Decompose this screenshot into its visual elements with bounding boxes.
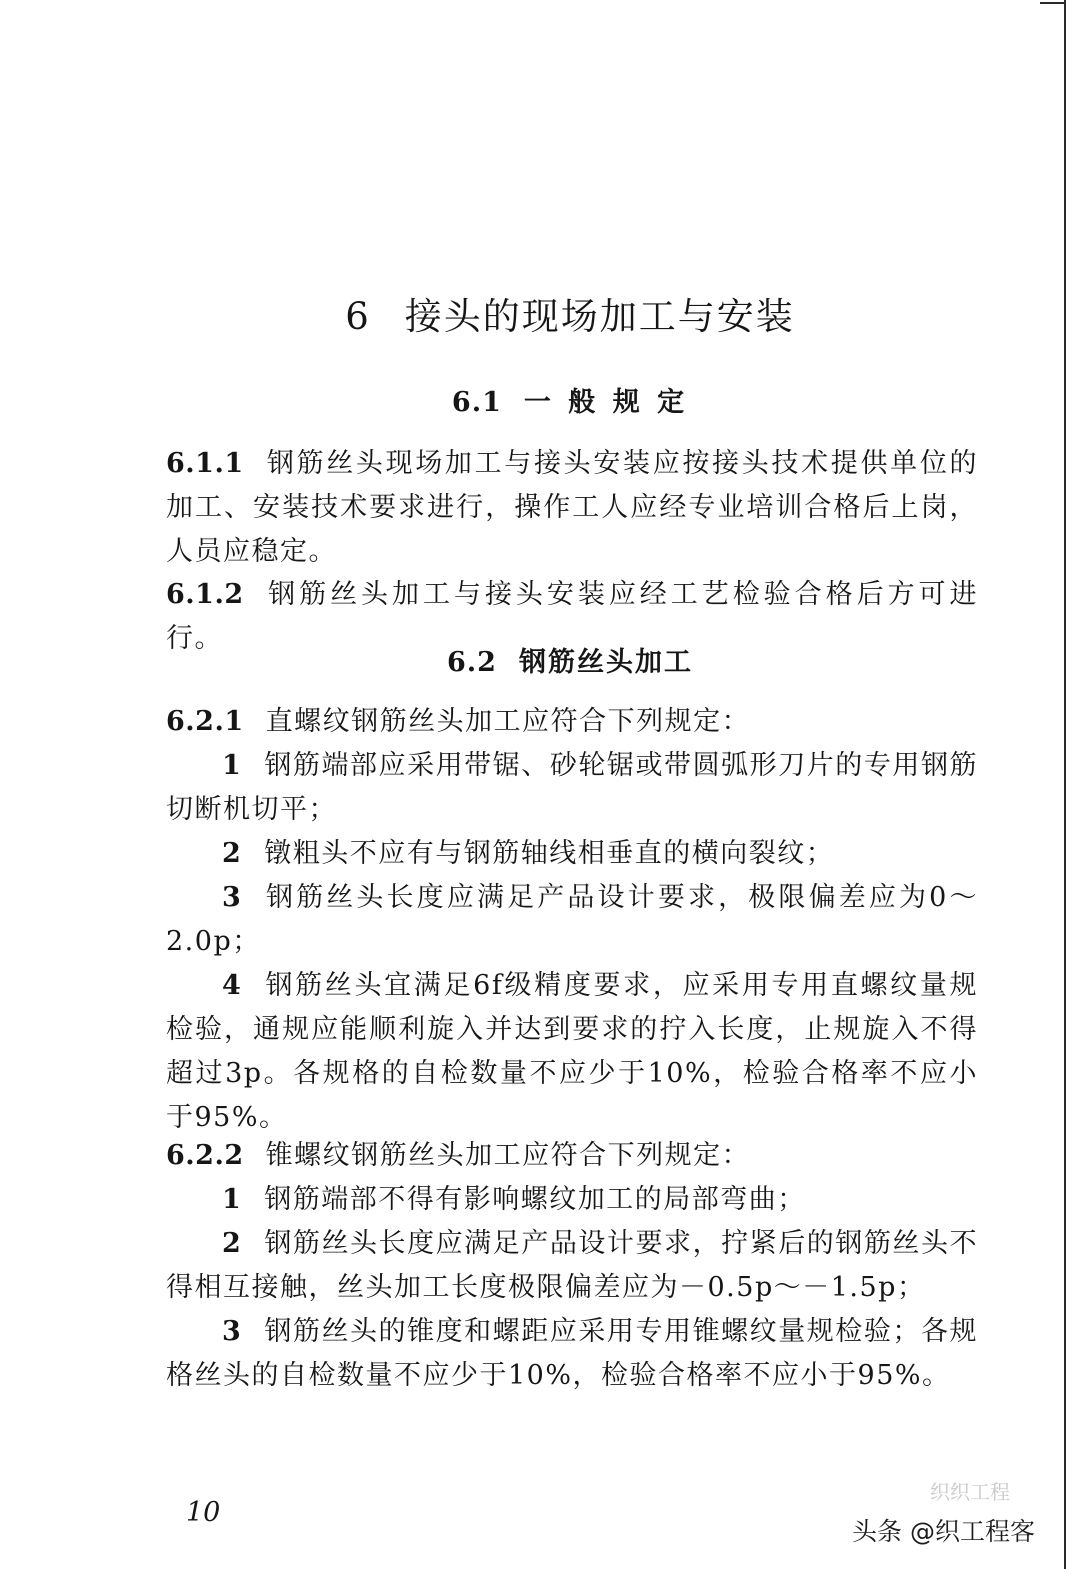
item-number: 2 xyxy=(222,838,243,869)
page-number: 10 xyxy=(186,1497,221,1528)
item-number: 3 xyxy=(222,1316,243,1347)
clause-heading xyxy=(166,700,978,744)
section-number: 6.1 xyxy=(451,387,502,418)
chapter-title xyxy=(0,286,1080,340)
section-number: 6.2 xyxy=(447,647,497,678)
clause-number: 6.1.2 xyxy=(166,579,244,610)
clause-6-2-1 xyxy=(166,700,978,1140)
item-number: 1 xyxy=(222,1184,243,1215)
section-title-6-2 xyxy=(0,640,1080,679)
clauses-6-1 xyxy=(166,442,978,661)
item-text: 钢筋丝头宜满足6f级精度要求，应采用专用直螺纹量规检验，通规应能顺利旋入并达到要求的拧入长度，止规旋入不得超过3p。各规格的自检数量不应少于10%，检验合格率不应小于95%。 xyxy=(166,970,978,1133)
item-number: 4 xyxy=(222,970,243,1001)
item-text: 钢筋丝头长度应满足产品设计要求，极限偏差应为0～2.0p； xyxy=(166,882,978,957)
source-watermark: 头条 @织工程客 xyxy=(852,1517,1035,1546)
clause-number: 6.1.1 xyxy=(166,448,244,479)
section-title-6-1 xyxy=(0,380,1080,419)
item-number: 3 xyxy=(222,882,243,913)
clause-6-1-1 xyxy=(166,442,978,574)
item-number: 1 xyxy=(222,750,243,781)
item-text: 钢筋丝头长度应满足产品设计要求，拧紧后的钢筋丝头不得相互接触，丝头加工长度极限偏差应为－0.5p～－1.5p； xyxy=(166,1228,978,1303)
item-text: 镦粗头不应有与钢筋轴线相垂直的横向裂纹； xyxy=(264,838,835,869)
list-item xyxy=(166,1222,978,1310)
clause-text: 锥螺纹钢筋丝头加工应符合下列规定： xyxy=(265,1140,751,1171)
clause-text: 直螺纹钢筋丝头加工应符合下列规定： xyxy=(265,706,751,737)
clause-text: 钢筋丝头加工与接头安装应经工艺检验合格后方可进行。 xyxy=(166,579,978,654)
item-text: 钢筋端部不得有影响螺纹加工的局部弯曲； xyxy=(264,1184,806,1215)
list-item xyxy=(166,832,978,876)
list-item xyxy=(166,876,978,964)
clause-6-2-2 xyxy=(166,1134,978,1398)
list-item xyxy=(166,1178,978,1222)
clause-heading xyxy=(166,1134,978,1178)
page-edge-line xyxy=(1064,0,1066,1569)
item-number: 2 xyxy=(222,1228,243,1259)
chapter-title-text: 接头的现场加工与安装 xyxy=(404,295,795,338)
section-title-text: 钢筋丝头加工 xyxy=(518,647,693,678)
clause-number: 6.2.1 xyxy=(166,706,244,737)
section-title-text: 一 般 规 定 xyxy=(523,387,689,418)
list-item xyxy=(166,1310,978,1398)
chapter-number: 6 xyxy=(345,295,371,338)
faint-watermark: 织织工程 xyxy=(930,1480,1010,1504)
clause-text: 钢筋丝头现场加工与接头安装应按接头技术提供单位的加工、安装技术要求进行，操作工人应经专业培训合格后上岗，人员应稳定。 xyxy=(166,448,978,567)
item-text: 钢筋端部应采用带锯、砂轮锯或带圆弧形刀片的专用钢筋切断机切平； xyxy=(166,750,978,825)
item-text: 钢筋丝头的锥度和螺距应采用专用锥螺纹量规检验；各规格丝头的自检数量不应少于10%，检验合格率不应小于95%。 xyxy=(166,1316,978,1391)
clause-number: 6.2.2 xyxy=(166,1140,244,1171)
list-item xyxy=(166,744,978,832)
list-item xyxy=(166,964,978,1140)
page-corner-line xyxy=(1040,2,1066,4)
